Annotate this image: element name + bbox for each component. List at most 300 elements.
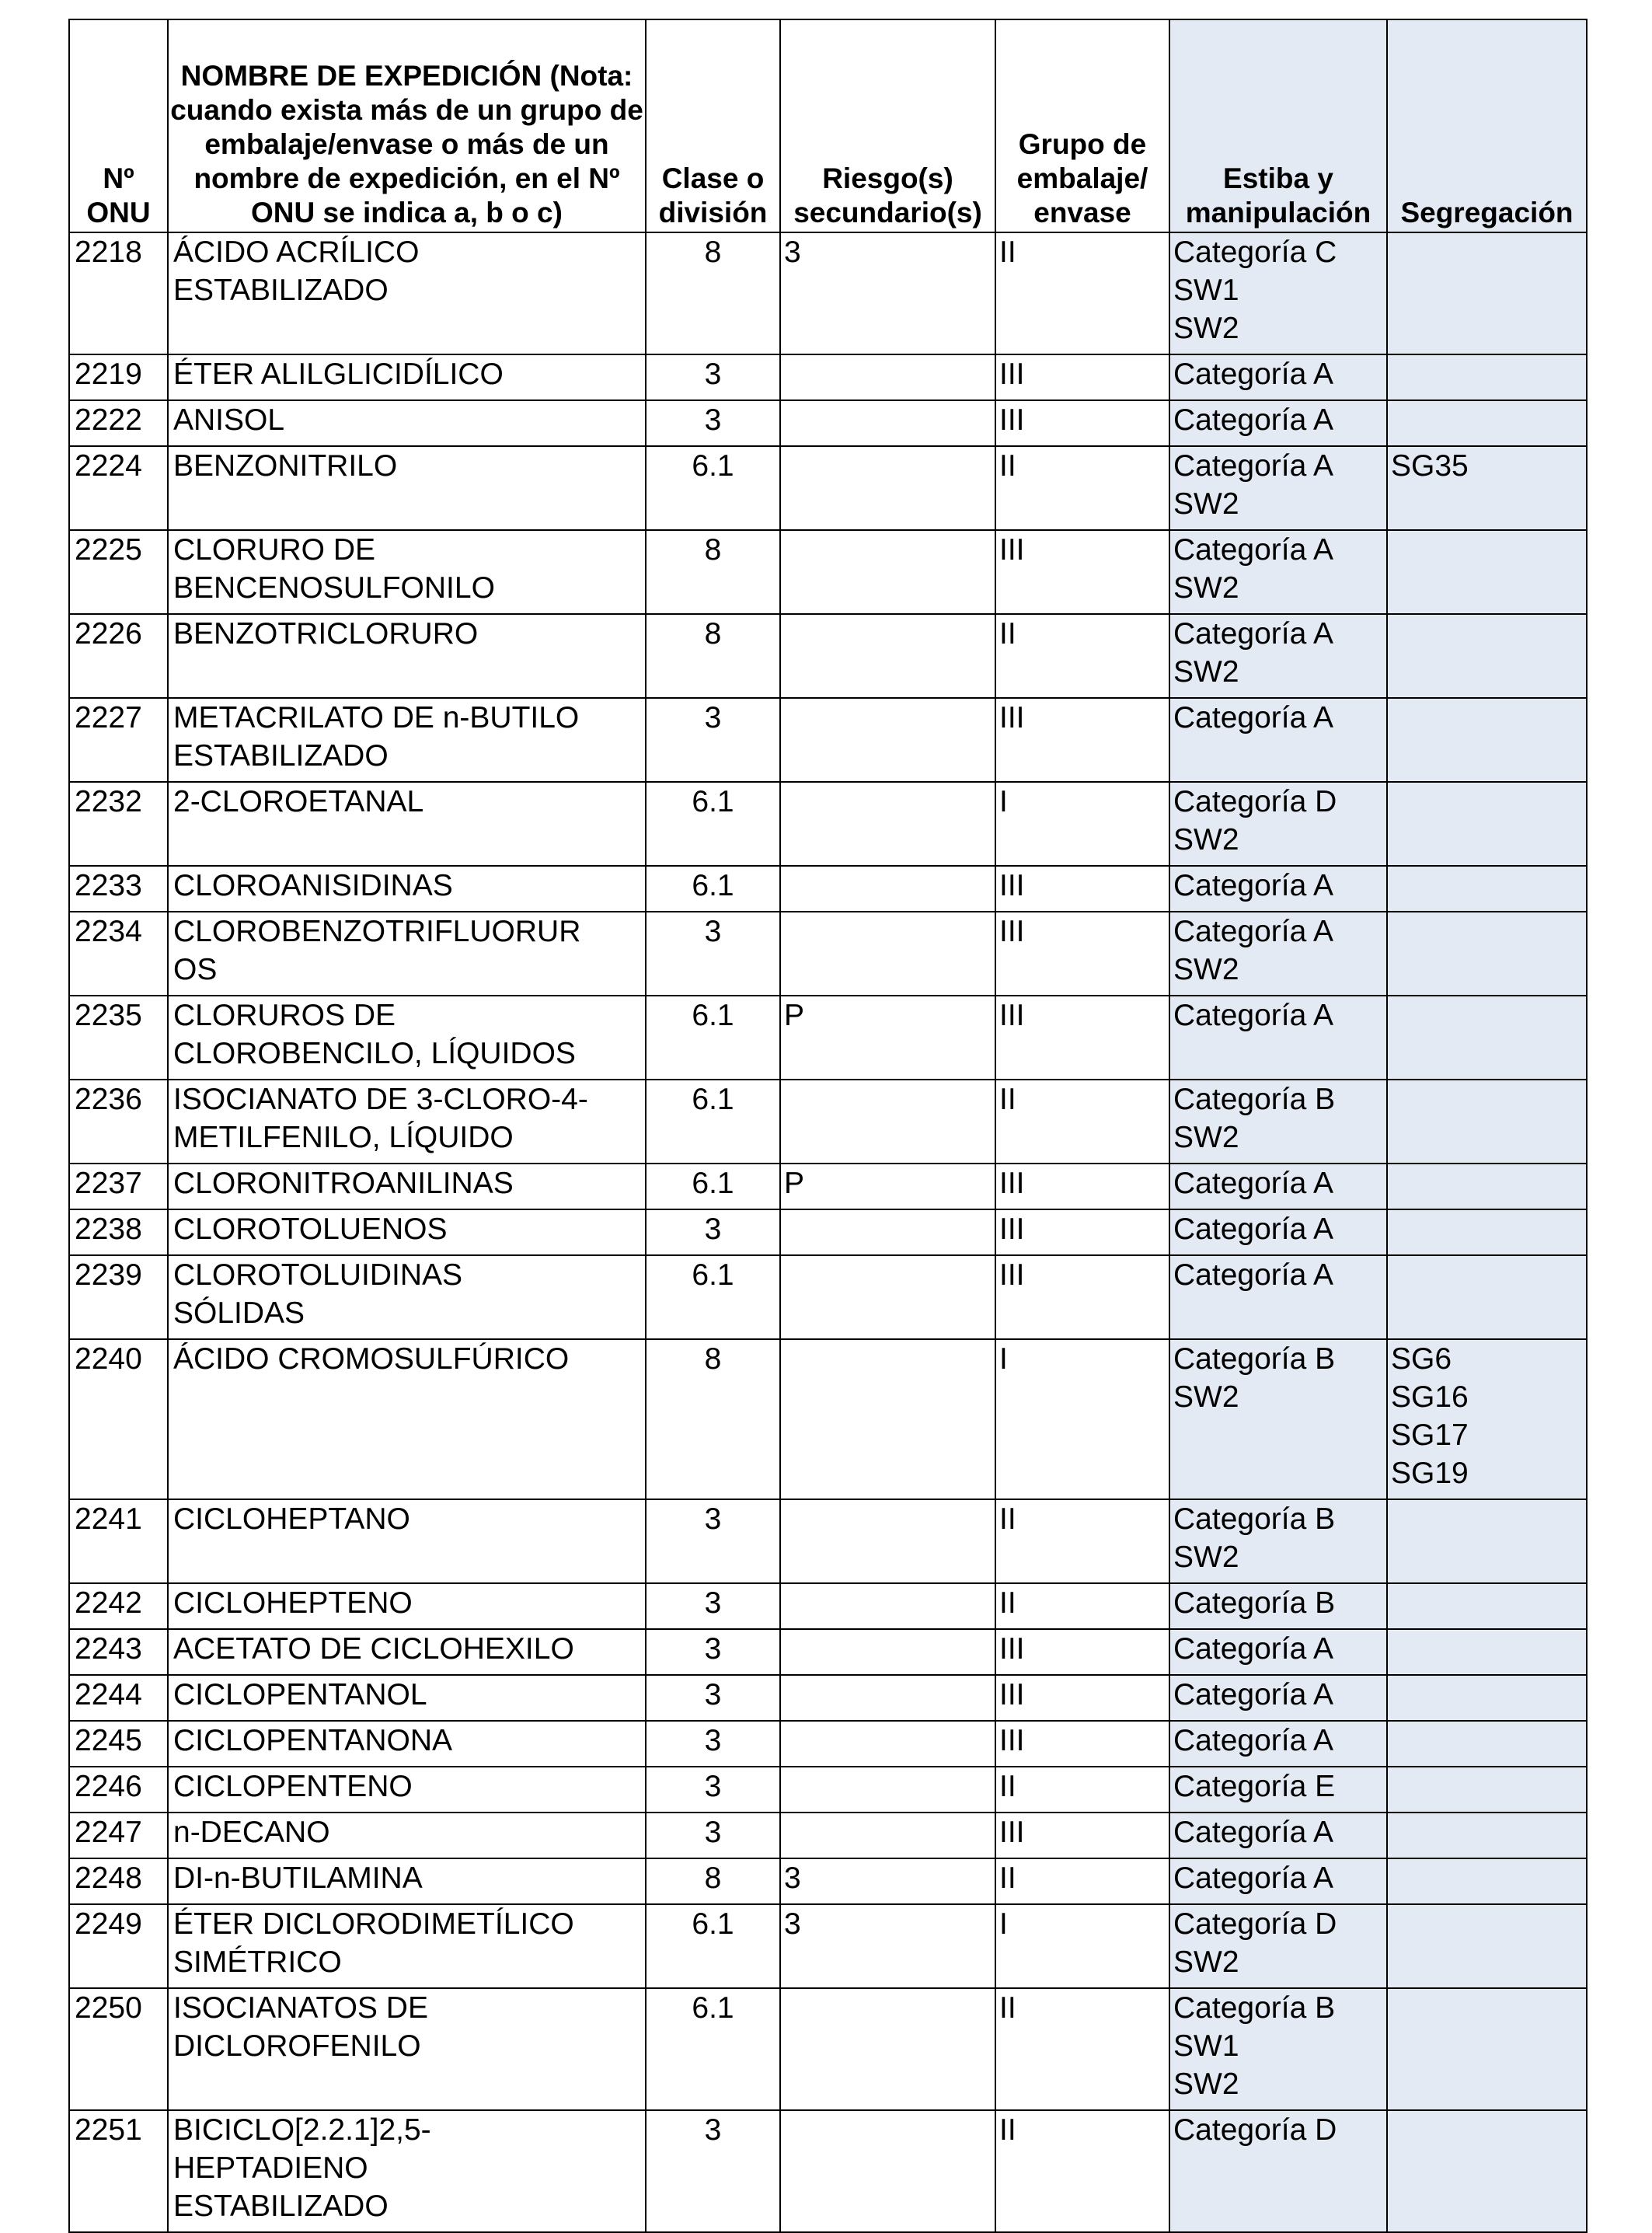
cell-nombre-line: HEPTADIENO: [173, 2151, 368, 2185]
cell-nombre-line: CICLOPENTENO: [173, 1770, 413, 1803]
cell-nombre: [168, 1813, 646, 1858]
cell-clase-line: 8: [704, 533, 722, 567]
cell-clase: [646, 1080, 780, 1164]
cell-nombre-line: CLOROTOLUIDINAS: [173, 1258, 463, 1292]
cell-segregacion: [1387, 1499, 1587, 1583]
cell-estiba-line: SW2: [1173, 1121, 1239, 1154]
cell-nombre: [168, 400, 646, 446]
cell-onu-line: 2219: [75, 358, 142, 391]
cell-nombre-line: ISOCIANATOS DE: [173, 1991, 428, 2025]
cell-onu-line: 2237: [75, 1167, 142, 1200]
cell-clase-line: 8: [704, 236, 722, 269]
cell-estiba: [1169, 1813, 1387, 1858]
cell-riesgo: [780, 1767, 995, 1813]
cell-estiba-line: Categoría A: [1173, 1724, 1333, 1757]
cell-clase-line: 6.1: [692, 1991, 734, 2025]
cell-grupo-line: I: [999, 785, 1008, 818]
cell-grupo: [995, 1988, 1169, 2110]
cell-estiba-line: Categoría A: [1173, 617, 1333, 651]
cell-estiba-line: Categoría A: [1173, 403, 1333, 437]
cell-nombre: [168, 866, 646, 912]
cell-grupo: [995, 614, 1169, 698]
cell-grupo: [995, 1858, 1169, 1904]
cell-estiba-line: Categoría A: [1173, 1678, 1333, 1711]
cell-grupo: [995, 698, 1169, 782]
cell-clase: [646, 1255, 780, 1339]
cell-riesgo: [780, 1813, 995, 1858]
cell-nombre-line: CICLOHEPTANO: [173, 1502, 410, 1536]
cell-segregacion: [1387, 354, 1587, 400]
cell-grupo: [995, 912, 1169, 996]
cell-estiba: [1169, 1255, 1387, 1339]
cell-clase: [646, 1904, 780, 1988]
cell-nombre-line: CLOROBENZOTRIFLUORUR: [173, 915, 581, 948]
cell-clase-line: 3: [704, 2113, 722, 2147]
cell-onu-line: 2250: [75, 1991, 142, 2025]
cell-clase-line: 6.1: [692, 1907, 734, 1941]
cell-nombre-line: DICLOROFENILO: [173, 2029, 421, 2063]
cell-riesgo: [780, 2110, 995, 2232]
cell-clase: [646, 1209, 780, 1255]
cell-onu-line: 2222: [75, 403, 142, 437]
cell-nombre-line: SIMÉTRICO: [173, 1945, 342, 1979]
cell-estiba-line: Categoría A: [1173, 358, 1333, 391]
cell-clase-line: 6.1: [692, 1167, 734, 1200]
cell-riesgo: [780, 866, 995, 912]
cell-estiba: [1169, 1339, 1387, 1499]
cell-estiba: [1169, 446, 1387, 530]
cell-grupo-line: II: [999, 1991, 1016, 2025]
header-row: [69, 19, 1587, 232]
cell-grupo-line: III: [999, 869, 1025, 902]
cell-nombre: [168, 1904, 646, 1988]
cell-onu-line: 2251: [75, 2113, 142, 2147]
cell-clase: [646, 446, 780, 530]
cell-clase-line: 3: [704, 1632, 722, 1666]
cell-onu-line: 2242: [75, 1586, 142, 1620]
cell-estiba: [1169, 1629, 1387, 1675]
cell-grupo-line: III: [999, 1258, 1025, 1292]
cell-segregacion: [1387, 912, 1587, 996]
cell-riesgo: [780, 1209, 995, 1255]
cell-nombre: [168, 1858, 646, 1904]
cell-clase: [646, 1339, 780, 1499]
cell-clase: [646, 232, 780, 354]
cell-onu: [69, 1209, 168, 1255]
cell-riesgo: [780, 782, 995, 866]
cell-grupo-line: III: [999, 533, 1025, 567]
cell-onu: [69, 1767, 168, 1813]
header-clase: Clase o división: [646, 19, 780, 232]
header-onu: Nº ONU: [69, 19, 168, 232]
cell-segregacion-line: SG16: [1391, 1380, 1469, 1414]
cell-clase-line: 3: [704, 915, 722, 948]
cell-grupo-line: II: [999, 236, 1016, 269]
cell-riesgo: [780, 400, 995, 446]
cell-onu: [69, 446, 168, 530]
cell-clase: [646, 782, 780, 866]
table-row: [69, 1255, 1587, 1339]
table-row: [69, 1904, 1587, 1988]
table-row: [69, 1721, 1587, 1767]
cell-estiba-line: SW1: [1173, 2029, 1239, 2063]
cell-grupo: [995, 996, 1169, 1080]
table-row: [69, 1499, 1587, 1583]
cell-estiba: [1169, 1904, 1387, 1988]
cell-nombre-line: ACETATO DE CICLOHEXILO: [173, 1632, 574, 1666]
cell-onu: [69, 1721, 168, 1767]
cell-estiba-line: SW2: [1173, 953, 1239, 986]
table-row: [69, 1767, 1587, 1813]
cell-onu: [69, 1080, 168, 1164]
cell-clase-line: 3: [704, 1678, 722, 1711]
cell-nombre: [168, 2110, 646, 2232]
cell-clase: [646, 698, 780, 782]
cell-grupo-line: II: [999, 1586, 1016, 1620]
cell-clase: [646, 912, 780, 996]
table-row: [69, 782, 1587, 866]
cell-onu: [69, 1858, 168, 1904]
cell-estiba: [1169, 866, 1387, 912]
cell-nombre: [168, 1675, 646, 1721]
cell-estiba-line: Categoría A: [1173, 999, 1333, 1032]
cell-estiba-line: Categoría A: [1173, 869, 1333, 902]
cell-segregacion-line: SG17: [1391, 1418, 1469, 1452]
cell-nombre: [168, 1583, 646, 1629]
cell-riesgo: [780, 996, 995, 1080]
cell-clase: [646, 354, 780, 400]
cell-nombre-line: CICLOHEPTENO: [173, 1586, 413, 1620]
cell-onu: [69, 1675, 168, 1721]
cell-nombre: [168, 1339, 646, 1499]
cell-clase: [646, 996, 780, 1080]
cell-nombre-line: CICLOPENTANONA: [173, 1724, 452, 1757]
cell-riesgo: [780, 1629, 995, 1675]
cell-grupo-line: II: [999, 449, 1016, 483]
cell-nombre: [168, 698, 646, 782]
cell-clase-line: 3: [704, 1770, 722, 1803]
cell-estiba: [1169, 2110, 1387, 2232]
cell-clase: [646, 1499, 780, 1583]
cell-clase: [646, 1858, 780, 1904]
cell-estiba: [1169, 1209, 1387, 1255]
cell-estiba-line: Categoría D: [1173, 785, 1337, 818]
cell-segregacion: [1387, 996, 1587, 1080]
cell-clase-line: 8: [704, 1861, 722, 1895]
cell-estiba: [1169, 912, 1387, 996]
cell-nombre-line: DI-n-BUTILAMINA: [173, 1861, 423, 1895]
cell-segregacion: [1387, 1080, 1587, 1164]
cell-nombre: [168, 1499, 646, 1583]
cell-onu-line: 2246: [75, 1770, 142, 1803]
cell-estiba: [1169, 400, 1387, 446]
cell-grupo-line: III: [999, 403, 1025, 437]
cell-estiba: [1169, 1988, 1387, 2110]
cell-onu-line: 2218: [75, 236, 142, 269]
cell-estiba-line: Categoría C: [1173, 236, 1337, 269]
cell-estiba: [1169, 614, 1387, 698]
table-row: [69, 1988, 1587, 2110]
cell-estiba-line: Categoría B: [1173, 1342, 1336, 1376]
cell-segregacion: [1387, 1675, 1587, 1721]
cell-riesgo-line: 3: [784, 1861, 801, 1895]
cell-riesgo: [780, 1255, 995, 1339]
cell-riesgo: [780, 446, 995, 530]
cell-nombre-line: n-DECANO: [173, 1816, 330, 1849]
cell-grupo-line: III: [999, 1212, 1025, 1246]
cell-nombre-line: CICLOPENTANOL: [173, 1678, 427, 1711]
cell-nombre: [168, 1767, 646, 1813]
cell-grupo: [995, 782, 1169, 866]
cell-grupo: [995, 354, 1169, 400]
cell-grupo-line: I: [999, 1342, 1008, 1376]
cell-onu-line: 2225: [75, 533, 142, 567]
cell-onu-line: 2227: [75, 701, 142, 734]
cell-grupo: [995, 232, 1169, 354]
cell-estiba: [1169, 1767, 1387, 1813]
cell-nombre: [168, 446, 646, 530]
cell-riesgo: [780, 530, 995, 614]
cell-grupo: [995, 866, 1169, 912]
cell-clase: [646, 1721, 780, 1767]
cell-nombre: [168, 1988, 646, 2110]
cell-onu-line: 2224: [75, 449, 142, 483]
cell-onu: [69, 912, 168, 996]
cell-nombre-line: ÁCIDO CROMOSULFÚRICO: [173, 1342, 570, 1376]
cell-nombre-line: ÉTER DICLORODIMETÍLICO: [173, 1907, 574, 1941]
cell-estiba-line: SW2: [1173, 1540, 1239, 1574]
cell-estiba-line: SW2: [1173, 1945, 1239, 1979]
cell-estiba-line: Categoría A: [1173, 449, 1333, 483]
cell-segregacion: [1387, 1339, 1587, 1499]
cell-segregacion: [1387, 1813, 1587, 1858]
cell-onu: [69, 354, 168, 400]
cell-onu-line: 2226: [75, 617, 142, 651]
cell-grupo: [995, 1080, 1169, 1164]
cell-estiba-line: Categoría A: [1173, 1816, 1333, 1849]
cell-nombre: [168, 1629, 646, 1675]
cell-estiba-line: SW1: [1173, 274, 1239, 307]
cell-estiba: [1169, 782, 1387, 866]
cell-onu: [69, 1904, 168, 1988]
cell-grupo-line: III: [999, 701, 1025, 734]
cell-grupo: [995, 400, 1169, 446]
cell-estiba-line: Categoría B: [1173, 1502, 1336, 1536]
cell-grupo: [995, 1209, 1169, 1255]
cell-nombre-line: ÁCIDO ACRÍLICO: [173, 236, 420, 269]
cell-onu: [69, 614, 168, 698]
cell-nombre: [168, 1721, 646, 1767]
cell-clase-line: 8: [704, 1342, 722, 1376]
cell-segregacion: [1387, 1629, 1587, 1675]
cell-clase: [646, 1583, 780, 1629]
cell-segregacion: [1387, 614, 1587, 698]
cell-estiba-line: Categoría D: [1173, 2113, 1337, 2147]
cell-segregacion-line: SG35: [1391, 449, 1469, 483]
cell-onu: [69, 1988, 168, 2110]
cell-segregacion: [1387, 1767, 1587, 1813]
cell-grupo: [995, 1813, 1169, 1858]
cell-grupo: [995, 1721, 1169, 1767]
cell-nombre-line: ÉTER ALILGLICIDÍLICO: [173, 358, 504, 391]
cell-nombre-line: BENZONITRILO: [173, 449, 398, 483]
table-row: [69, 1858, 1587, 1904]
cell-riesgo: [780, 354, 995, 400]
cell-riesgo: [780, 698, 995, 782]
cell-grupo-line: III: [999, 1816, 1025, 1849]
cell-nombre-line: CLORURO DE: [173, 533, 376, 567]
table-row: [69, 354, 1587, 400]
cell-grupo-line: III: [999, 999, 1025, 1032]
cell-clase: [646, 1988, 780, 2110]
table-row: [69, 1164, 1587, 1209]
cell-clase-line: 3: [704, 403, 722, 437]
cell-onu: [69, 1629, 168, 1675]
cell-onu-line: 2233: [75, 869, 142, 902]
cell-clase-line: 3: [704, 358, 722, 391]
cell-estiba: [1169, 698, 1387, 782]
cell-onu: [69, 866, 168, 912]
cell-onu-line: 2236: [75, 1083, 142, 1116]
cell-estiba: [1169, 232, 1387, 354]
cell-nombre: [168, 1080, 646, 1164]
cell-estiba: [1169, 1080, 1387, 1164]
cell-estiba-line: Categoría A: [1173, 1632, 1333, 1666]
cell-nombre-line: CLOROBENCILO, LÍQUIDOS: [173, 1037, 576, 1070]
cell-grupo-line: III: [999, 358, 1025, 391]
cell-riesgo: [780, 1499, 995, 1583]
table-row: [69, 446, 1587, 530]
cell-grupo: [995, 1499, 1169, 1583]
table-row: [69, 1209, 1587, 1255]
cell-estiba-line: Categoría D: [1173, 1907, 1337, 1941]
cell-clase: [646, 614, 780, 698]
cell-segregacion: [1387, 1904, 1587, 1988]
cell-clase-line: 3: [704, 701, 722, 734]
cell-nombre-line: ANISOL: [173, 403, 285, 437]
cell-estiba: [1169, 354, 1387, 400]
cell-estiba-line: SW2: [1173, 312, 1239, 345]
cell-grupo-line: II: [999, 1083, 1016, 1116]
cell-riesgo: [780, 1675, 995, 1721]
cell-clase-line: 6.1: [692, 785, 734, 818]
cell-onu: [69, 1164, 168, 1209]
cell-nombre-line: BICICLO[2.2.1]2,5-: [173, 2113, 431, 2147]
cell-segregacion: [1387, 1209, 1587, 1255]
cell-nombre-line: CLORUROS DE: [173, 999, 396, 1032]
cell-onu-line: 2245: [75, 1724, 142, 1757]
cell-clase: [646, 2110, 780, 2232]
cell-clase: [646, 1164, 780, 1209]
cell-riesgo-line: 3: [784, 236, 801, 269]
cell-riesgo-line: P: [784, 999, 805, 1032]
cell-onu-line: 2240: [75, 1342, 142, 1376]
cell-onu: [69, 400, 168, 446]
cell-riesgo: [780, 1339, 995, 1499]
cell-riesgo: [780, 1164, 995, 1209]
cell-segregacion: [1387, 232, 1587, 354]
table-row: [69, 996, 1587, 1080]
cell-clase: [646, 1813, 780, 1858]
cell-segregacion: [1387, 446, 1587, 530]
header-grupo: Grupo de embalaje/ envase: [995, 19, 1169, 232]
table-row: [69, 698, 1587, 782]
cell-estiba-line: Categoría B: [1173, 1083, 1336, 1116]
table-row: [69, 1629, 1587, 1675]
cell-riesgo: [780, 1904, 995, 1988]
cell-riesgo: [780, 1858, 995, 1904]
cell-estiba: [1169, 1499, 1387, 1583]
table-row: [69, 400, 1587, 446]
cell-clase: [646, 1675, 780, 1721]
cell-clase-line: 8: [704, 617, 722, 651]
cell-nombre-line: BENCENOSULFONILO: [173, 571, 495, 605]
cell-nombre-line: ESTABILIZADO: [173, 2189, 389, 2223]
cell-segregacion: [1387, 530, 1587, 614]
cell-nombre: [168, 1164, 646, 1209]
cell-onu: [69, 530, 168, 614]
cell-onu: [69, 1499, 168, 1583]
cell-onu-line: 2243: [75, 1632, 142, 1666]
cell-estiba-line: Categoría A: [1173, 533, 1333, 567]
cell-riesgo: [780, 614, 995, 698]
cell-onu-line: 2244: [75, 1678, 142, 1711]
cell-grupo: [995, 1255, 1169, 1339]
cell-onu-line: 2239: [75, 1258, 142, 1292]
cell-nombre-line: OS: [173, 953, 218, 986]
cell-nombre-line: ESTABILIZADO: [173, 274, 389, 307]
cell-nombre: [168, 530, 646, 614]
cell-clase: [646, 1767, 780, 1813]
cell-estiba-line: SW2: [1173, 487, 1239, 521]
cell-onu: [69, 996, 168, 1080]
cell-clase-line: 6.1: [692, 999, 734, 1032]
cell-segregacion: [1387, 1721, 1587, 1767]
cell-grupo: [995, 1767, 1169, 1813]
cell-grupo-line: III: [999, 1167, 1025, 1200]
cell-estiba: [1169, 1164, 1387, 1209]
table-row: [69, 614, 1587, 698]
header-segregacion: Segregación: [1387, 19, 1587, 232]
cell-onu: [69, 1813, 168, 1858]
cell-nombre: [168, 354, 646, 400]
cell-nombre-line: ESTABILIZADO: [173, 739, 389, 773]
cell-grupo: [995, 2110, 1169, 2232]
cell-riesgo: [780, 1988, 995, 2110]
cell-estiba-line: SW2: [1173, 2067, 1239, 2101]
cell-riesgo-line: 3: [784, 1907, 801, 1941]
cell-estiba-line: Categoría A: [1173, 1258, 1333, 1292]
cell-nombre-line: BENZOTRICLORURO: [173, 617, 479, 651]
cell-estiba-line: Categoría B: [1173, 1586, 1336, 1620]
cell-riesgo: [780, 1583, 995, 1629]
cell-onu: [69, 782, 168, 866]
cell-grupo: [995, 530, 1169, 614]
cell-riesgo: [780, 1721, 995, 1767]
cell-onu-line: 2238: [75, 1212, 142, 1246]
table-row: [69, 1339, 1587, 1499]
cell-segregacion-line: SG19: [1391, 1457, 1469, 1490]
cell-riesgo-line: P: [784, 1167, 805, 1200]
cell-segregacion: [1387, 400, 1587, 446]
header-estiba: Estiba y manipulación: [1169, 19, 1387, 232]
cell-grupo-line: II: [999, 1861, 1016, 1895]
cell-grupo-line: III: [999, 1724, 1025, 1757]
cell-onu: [69, 1339, 168, 1499]
cell-segregacion: [1387, 1988, 1587, 2110]
cell-clase: [646, 400, 780, 446]
cell-grupo-line: II: [999, 2113, 1016, 2147]
